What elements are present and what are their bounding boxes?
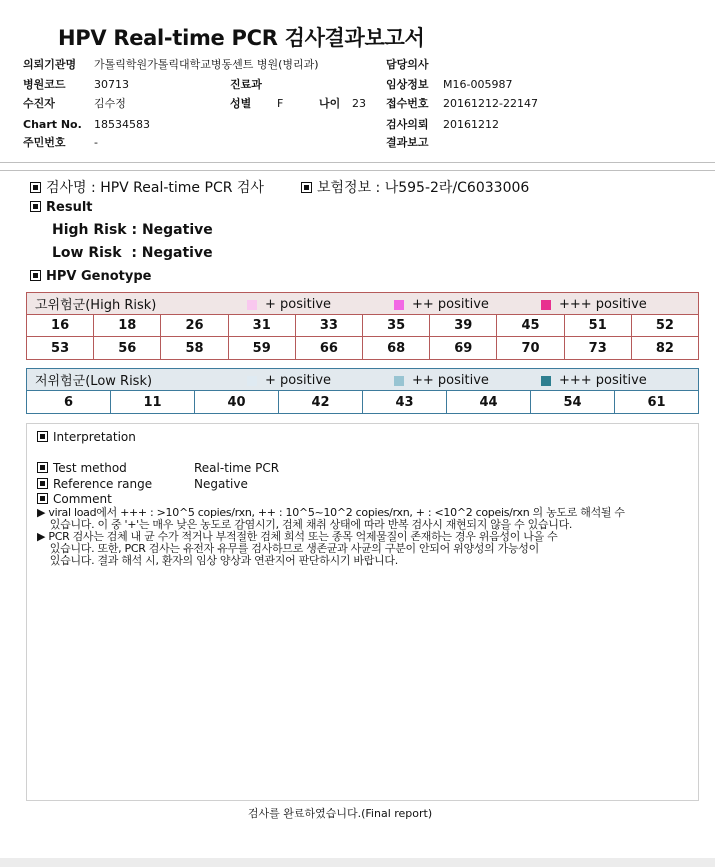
interpretation-heading-text: Interpretation bbox=[53, 430, 136, 444]
age-value: 23 bbox=[352, 97, 366, 110]
legend-swatch-icon bbox=[247, 376, 257, 386]
low-risk-row-1 bbox=[27, 391, 698, 413]
genotype-cell: 66 bbox=[296, 337, 363, 359]
genotype-cell: 70 bbox=[497, 337, 564, 359]
test-method-label: Test method bbox=[53, 461, 127, 475]
comment-line: ▶ PCR 검사는 검체 내 균 수가 적거나 부적절한 검체 희석 또는 종목 억제물질이 존재하는 경우 위음성이 나올 수 bbox=[37, 530, 558, 543]
comment-text bbox=[37, 507, 697, 567]
dept-label: 진료과 bbox=[230, 78, 262, 91]
checkbox-square-icon bbox=[30, 201, 41, 212]
interpretation-heading bbox=[37, 430, 136, 444]
high-risk-genotype-table bbox=[26, 292, 699, 360]
checkbox-square-icon bbox=[30, 182, 41, 193]
reference-range-row bbox=[37, 477, 152, 491]
legend-label: ++ positive bbox=[412, 373, 489, 388]
legend-swatch-icon bbox=[541, 300, 551, 310]
low-risk-genotype-table bbox=[26, 368, 699, 414]
high-risk-label: 고위험군(High Risk) bbox=[35, 298, 157, 313]
high-risk-row-2 bbox=[27, 337, 698, 359]
genotype-cell: 56 bbox=[94, 337, 161, 359]
reference-range-label: Reference range bbox=[53, 477, 153, 491]
hospital-code-label: 병원코드 bbox=[23, 78, 66, 91]
checkbox-square-icon bbox=[37, 431, 48, 442]
genotype-cell: 42 bbox=[279, 391, 363, 413]
result-heading-text: Result bbox=[46, 200, 93, 215]
genotype-cell: 33 bbox=[296, 315, 363, 336]
insurance-line bbox=[301, 177, 529, 197]
checkbox-square-icon bbox=[37, 493, 48, 504]
genotype-cell: 11 bbox=[111, 391, 195, 413]
header-divider-bottom bbox=[0, 170, 715, 171]
legend-plus-plus bbox=[394, 373, 489, 388]
genotype-cell: 31 bbox=[229, 315, 296, 336]
genotype-cell: 53 bbox=[27, 337, 94, 359]
low-risk-result: Low Risk : Negative bbox=[52, 245, 213, 261]
hospital-code-value: 30713 bbox=[94, 78, 129, 91]
high-risk-header bbox=[27, 293, 698, 315]
sex-label: 성별 bbox=[230, 97, 252, 110]
legend-plus bbox=[247, 373, 331, 388]
chart-no-label: Chart No. bbox=[23, 118, 82, 131]
legend-plus bbox=[247, 297, 331, 312]
institution-label: 의뢰기관명 bbox=[23, 58, 77, 71]
test-method-row bbox=[37, 461, 127, 475]
checkbox-square-icon bbox=[37, 478, 48, 489]
comment-line: 있습니다. 또한, PCR 검사는 유전자 유무를 검사하므로 생존균과 사균의 구분이 안되어 위양성의 가능성이 bbox=[37, 542, 539, 555]
genotype-cell: 39 bbox=[430, 315, 497, 336]
genotype-cell: 26 bbox=[161, 315, 228, 336]
request-date-label: 검사의뢰 bbox=[386, 118, 429, 131]
legend-label: ++ positive bbox=[412, 297, 489, 312]
genotype-cell: 82 bbox=[655, 340, 674, 356]
header-divider-top bbox=[0, 162, 715, 163]
legend-swatch-icon bbox=[247, 300, 257, 310]
high-risk-result: High Risk : Negative bbox=[52, 222, 213, 238]
test-name: 검사명 : HPV Real-time PCR 검사 bbox=[46, 180, 264, 196]
genotype-cell: 43 bbox=[363, 391, 447, 413]
test-method-value: Real-time PCR bbox=[194, 461, 280, 475]
final-report-notice: 검사를 완료하였습니다.(Final report) bbox=[247, 807, 433, 820]
legend-swatch-icon bbox=[394, 300, 404, 310]
genotype-cell: 6 bbox=[27, 391, 111, 413]
receipt-number-label: 접수번호 bbox=[386, 97, 429, 110]
genotype-cell: 16 bbox=[27, 315, 94, 336]
genotype-heading-text: HPV Genotype bbox=[46, 269, 152, 284]
clinical-info-label: 임상정보 bbox=[386, 78, 429, 91]
legend-label: +++ positive bbox=[559, 373, 647, 388]
checkbox-square-icon bbox=[301, 182, 312, 193]
legend-swatch-icon bbox=[394, 376, 404, 386]
high-risk-row-1 bbox=[27, 315, 698, 337]
legend-label: + positive bbox=[265, 297, 332, 312]
low-risk-label: 저위험군(Low Risk) bbox=[35, 374, 153, 389]
comment-line: ▶ viral load에서 +++ : >10^5 copies/rxn, ++ : 10^5~10^2 copies/rxn, + : <10^2 copeis/rxn 의 농도로 해석될 수 bbox=[37, 506, 625, 519]
test-name-line bbox=[30, 177, 264, 197]
genotype-heading bbox=[30, 269, 151, 284]
result-heading bbox=[30, 200, 93, 215]
reference-range-value: Negative bbox=[194, 477, 248, 491]
checkbox-square-icon bbox=[30, 270, 41, 281]
comment-label: Comment bbox=[53, 492, 112, 506]
legend-plus-plus-plus bbox=[541, 373, 647, 388]
chart-no-value: 18534583 bbox=[94, 118, 150, 131]
receipt-number-value: 20161212-22147 bbox=[443, 97, 538, 110]
genotype-cell: 52 bbox=[655, 318, 674, 333]
comment-line: 있습니다. 결과 해석 시, 환자의 임상 양상과 연관지어 판단하시기 바랍니다. bbox=[37, 554, 398, 567]
request-date-value: 20161212 bbox=[443, 118, 499, 131]
genotype-cell: 44 bbox=[447, 391, 531, 413]
legend-label: + positive bbox=[265, 373, 332, 388]
recipient-label: 수진자 bbox=[23, 97, 55, 110]
report-title: HPV Real-time PCR 검사결과보고서 bbox=[58, 26, 425, 50]
clinical-info-value: M16-005987 bbox=[443, 78, 513, 91]
legend-label: +++ positive bbox=[559, 297, 647, 312]
genotype-cell: 59 bbox=[229, 337, 296, 359]
genotype-cell: 68 bbox=[363, 337, 430, 359]
institution-value: 가톨릭학원가톨릭대학교병동센트 병원(병리과) bbox=[94, 58, 319, 71]
age-label: 나이 bbox=[319, 97, 341, 110]
genotype-cell: 61 bbox=[647, 394, 666, 410]
result-report-label: 결과보고 bbox=[386, 136, 429, 149]
genotype-cell: 51 bbox=[565, 315, 632, 336]
id-number-value: - bbox=[94, 136, 98, 149]
legend-plus-plus bbox=[394, 297, 489, 312]
bottom-bar bbox=[0, 858, 715, 867]
comment-line: 있습니다. 이 중 '+'는 매우 낮은 농도로 감염시기, 검체 채취 상태에 따라 반복 검사시 재현되지 않을 수 있습니다. bbox=[37, 518, 573, 531]
doctor-label: 담당의사 bbox=[386, 58, 429, 71]
sex-value: F bbox=[277, 97, 284, 110]
insurance-info: 보험정보 : 나595-2라/C6033006 bbox=[317, 180, 530, 196]
genotype-cell: 54 bbox=[531, 391, 615, 413]
checkbox-square-icon bbox=[37, 462, 48, 473]
genotype-cell: 69 bbox=[430, 337, 497, 359]
genotype-cell: 35 bbox=[363, 315, 430, 336]
genotype-cell: 58 bbox=[161, 337, 228, 359]
recipient-value: 김수정 bbox=[94, 97, 126, 110]
genotype-cell: 18 bbox=[94, 315, 161, 336]
legend-plus-plus-plus bbox=[541, 297, 647, 312]
genotype-cell: 45 bbox=[497, 315, 564, 336]
genotype-cell: 73 bbox=[565, 337, 632, 359]
comment-row bbox=[37, 492, 112, 506]
low-risk-header bbox=[27, 369, 698, 391]
legend-swatch-icon bbox=[541, 376, 551, 386]
genotype-cell: 40 bbox=[195, 391, 279, 413]
id-number-label: 주민번호 bbox=[23, 136, 66, 149]
interpretation-panel bbox=[26, 423, 699, 801]
